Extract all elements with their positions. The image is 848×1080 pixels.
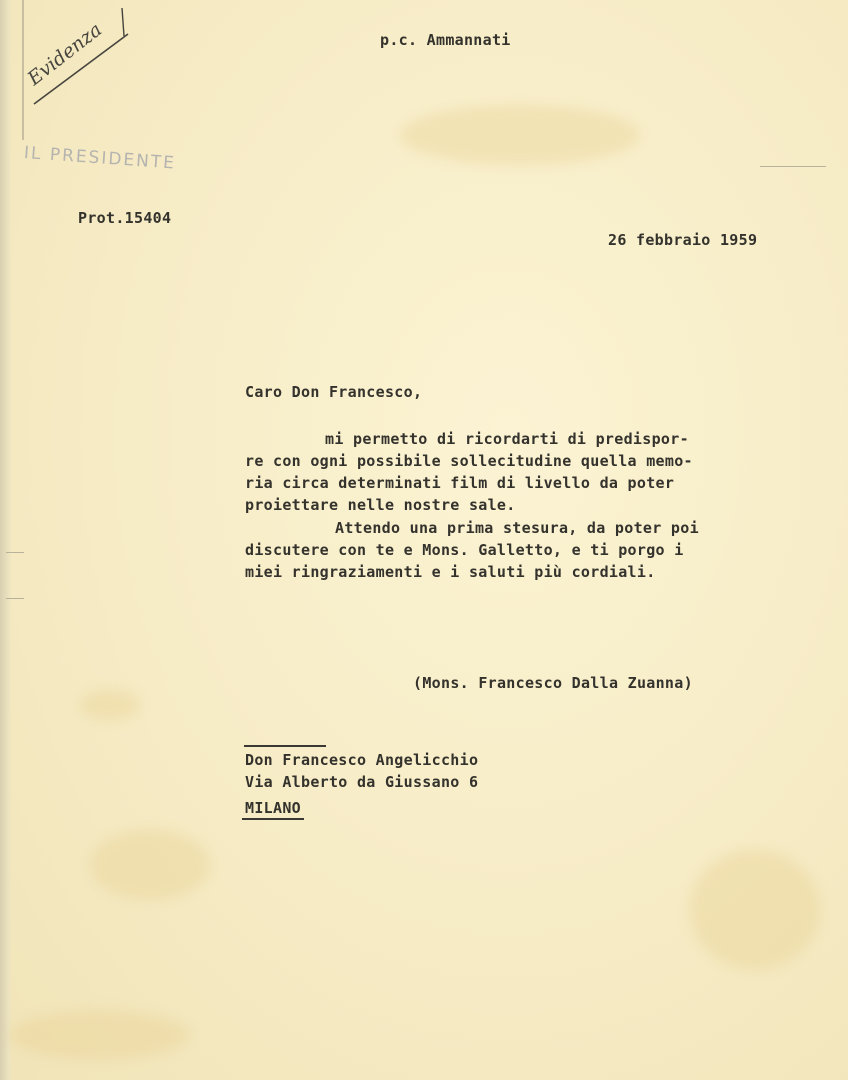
margin-mark <box>6 552 24 553</box>
handwritten-note-text: Evidenza <box>23 18 107 90</box>
body-line: proiettare nelle nostre sale. <box>245 496 516 514</box>
margin-mark <box>6 598 24 599</box>
salutation: Caro Don Francesco, <box>245 383 423 401</box>
paper-stain <box>80 690 140 720</box>
body-line: discutere con te e Mons. Galletto, e ti porgo i <box>245 541 684 559</box>
body-line: re con ogni possibile sollecitudine quella memo- <box>245 452 693 470</box>
signature-line: (Mons. Francesco Dalla Zuanna) <box>413 674 693 692</box>
recipient-city: MILANO <box>245 799 301 817</box>
recipient-street: Via Alberto da Giussano 6 <box>245 773 479 791</box>
page-left-edge <box>0 0 12 1080</box>
copy-note: p.c. Ammannati <box>380 31 511 49</box>
body-line: ria circa determinati film di livello da poter <box>245 474 675 492</box>
paper-stain <box>90 830 210 900</box>
president-stamp: IL PRESIDENTE <box>23 143 177 174</box>
body-line: mi permetto di ricordarti di predispor- <box>325 430 689 448</box>
protocol-number: Prot.15404 <box>78 209 172 227</box>
recipient-rule <box>244 745 326 747</box>
margin-mark <box>760 166 826 167</box>
recipient-name: Don Francesco Angelicchio <box>245 751 479 769</box>
paper-stain <box>10 1010 190 1060</box>
paper-stain <box>690 850 820 970</box>
letter-date: 26 febbraio 1959 <box>608 231 758 249</box>
paper-stain <box>400 105 640 165</box>
city-underline <box>242 818 304 820</box>
handwritten-annotation <box>20 8 140 108</box>
body-line: Attendo una prima stesura, da poter poi <box>335 519 699 537</box>
body-line: miei ringraziamenti e i saluti più cordiali. <box>245 563 656 581</box>
